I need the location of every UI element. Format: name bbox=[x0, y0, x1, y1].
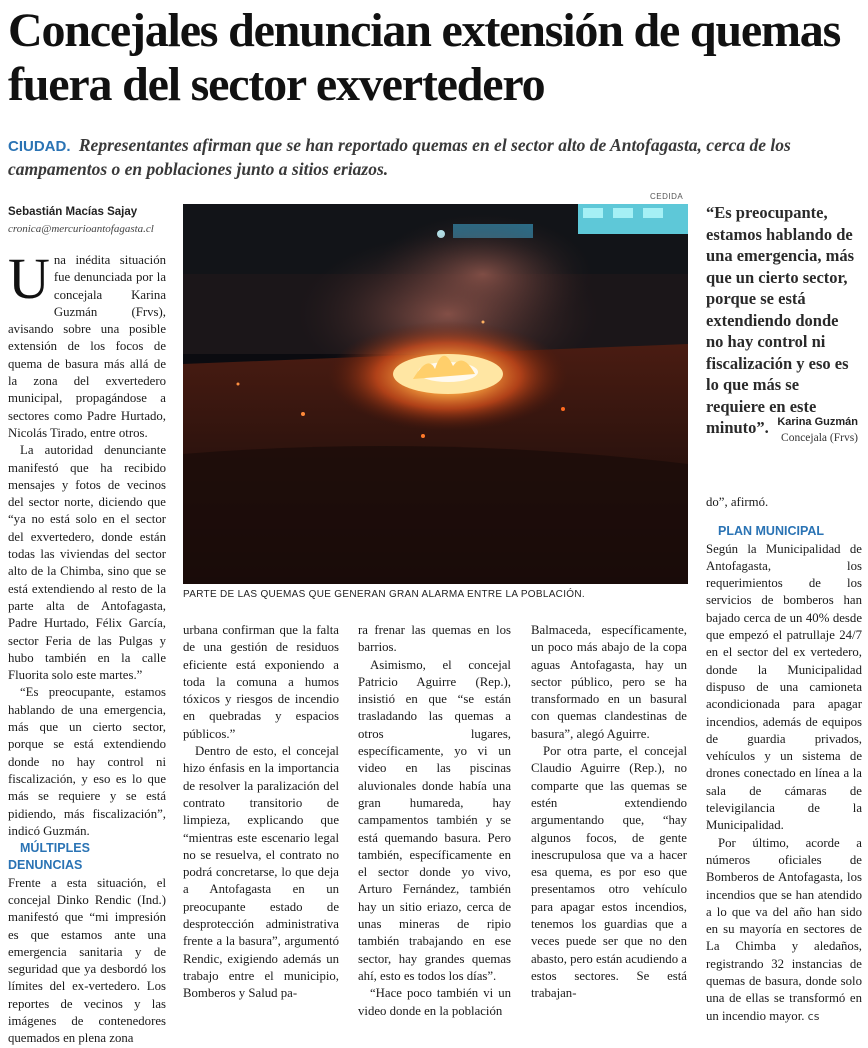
byline-email: cronica@mercurioantofagasta.cl bbox=[8, 223, 154, 235]
paragraph: do”, afirmó. bbox=[706, 495, 769, 509]
headline: Concejales denuncian extensión de quemas fuera del sector exvertedero bbox=[8, 4, 841, 111]
byline-author: Sebastián Macías Sajay bbox=[8, 206, 138, 218]
paragraph: Asimismo, el concejal Patricio Aguirre (Rep.), insistió en que “se están trasladando las quemas a otros lugares, específicamente, yo vi un video en las piscinas aluvionales donde había una gran humareda, hay campamentos también y se está quemando basura. Pero también, específicamente en el sector donde yo vivo, Arturo Fernández, también hay un sitio eriazo, cerca de unas mineras de ripio también trabajando en ese sector, hay grandes quemas ahí, esto es todos los días”. bbox=[358, 657, 511, 983]
paragraph: La autoridad denunciante manifestó que ha recibido mensajes y fotos de vecinos del sector norte, diciendo que “ya no está solo en el sector del exvertedero, donde están todas las viviendas del sector alto de la Chimba, sino que se está extendiendo al resto de la parte alta de Antofagasta, Padre Hurtado, Félix García, sector Feria de las Pulgas y hubo también en la calle Fluorita solo este martes.” bbox=[8, 443, 166, 683]
section-label: CIUDAD. bbox=[8, 138, 71, 155]
paragraph: Una inédita situación fue denunciada por la concejala Karina Guzmán (Frvs), avisando sobre una posible extensión de los focos de quema de basura más allá de la zona del exvertedero municipal, propagándose a sectores como Padre Hurtado, Nicolás Tirado, entre otros. bbox=[8, 246, 166, 440]
paragraph: Balmaceda, específicamente, un poco más abajo de la copa aguas Antofagasta, hay un sector público, pero se ha transformado en un basural con quemas clandestinas de basura”, alegó Aguirre. bbox=[531, 623, 687, 741]
photo-credit: CEDIDA bbox=[650, 192, 684, 201]
article-column-5 bbox=[706, 494, 862, 1025]
paragraph: Por otra parte, el concejal Claudio Aguirre (Rep.), no comparte que las quemas se estén extendiendo argumentando que, “hay algunos focos, de gente inescrupulosa que va a hacer esa quema, es por eso que presentamos otro vehículo para apagar estos incendios, tenemos los guardias que a veces puede ser que no den abasto, pero están acudiendo a estos sectores. Se está trabajan- bbox=[531, 744, 687, 1001]
subhead-plan-municipal: PLAN MUNICIPAL bbox=[718, 524, 825, 539]
paragraph: Dentro de esto, el concejal hizo énfasis en la importancia de resolver la paralización del contrato transitorio de limpieza, explicando que “mientras este escenario legal no se resuelva, el contrato no podrá concretarse, lo que deja a Antofagasta en un preocupante estado de desprotección administrativa frente a la basura”, argumentó Rendic, exigiendo además un trabajo entre el municipio, Bomberos y Salud pa- bbox=[183, 744, 339, 1001]
paragraph: Frente a esta situación, el concejal Dinko Rendic (Ind.) manifestó que “mi impresión es que estamos ante una emergencia sanitaria y de seguridad que ya desbordó los límites del ex-vertedero. Los reportes de vecinos y las imágenes de contenedores quemados en plena zona bbox=[8, 875, 166, 1046]
pull-quote-role: Concejala (Frvs) bbox=[781, 432, 858, 444]
article-column-4 bbox=[531, 622, 687, 1003]
pull-quote-author: Karina Guzmán bbox=[777, 416, 858, 428]
dropcap: U bbox=[8, 246, 50, 311]
deck-text: Representantes afirman que se han reportado quemas en el sector alto de Antofagasta, cerca de los campamentos o en poblaciones junto a sitios eriazos. bbox=[8, 135, 791, 179]
article-column-2 bbox=[183, 622, 339, 1003]
paragraph: “Hace poco también vi un video donde en la población bbox=[358, 986, 511, 1018]
paragraph: “Es preocupante, estamos hablando de una emergencia, más que un cierto sector, porque se está extendiendo donde no hay control ni fiscalización, y eso es lo que más se requiere y se está pidiendo, más fiscalización”, indicó Guzmán. bbox=[8, 685, 166, 838]
paragraph: ra frenar las quemas en los barrios. bbox=[358, 623, 511, 655]
fire-photo-illustration bbox=[183, 204, 688, 584]
article-photo bbox=[183, 204, 688, 584]
paragraph: Por último, acorde a números oficiales de Bomberos de Antofagasta, los incendios que se han atendido a lo que va del año han sido en su mayoría en sectores de La Chimba y aledaños, registrando 32 instancias de quemas de basura, donde solo una de ellas se transformó en un incendio mayor. cs bbox=[706, 835, 862, 1023]
paragraph: Según la Municipalidad de Antofagasta, los requerimientos de los servicios de bomberos han bajado cerca de un 40% desde que empezó el patrullaje 24/7 en el sector del ex vertedero, donde la Municipalidad dispuso de una camioneta acondicionada para apagar incendios, además de equipos de guardia privados, vehículos y un sistema de drones conectado en línea a la sala de cámaras de televigilancia de la Municipalidad. bbox=[706, 541, 862, 833]
subhead-multiples-denuncias: MÚLTIPLES DENUNCIAS bbox=[8, 841, 90, 873]
pull-quote: “Es preocupante, estamos hablando de una emergencia, más que un cierto sector, porque se está extendiendo donde no hay control ni fiscalización y eso es lo que más se requiere en este minuto”. bbox=[706, 203, 855, 437]
article-column-1 bbox=[8, 246, 166, 1048]
photo-caption: PARTE DE LAS QUEMAS QUE GENERAN GRAN ALARMA ENTRE LA POBLACIÓN. bbox=[183, 589, 585, 600]
end-mark-icon: cs bbox=[807, 1009, 820, 1023]
article-column-3 bbox=[358, 622, 511, 1020]
deck bbox=[8, 134, 856, 181]
paragraph: urbana confirman que la falta de una gestión de residuos eficiente está exponiendo a toda la comuna a humos tóxicos y riesgos de incendio en quebradas y espacios públicos.” bbox=[183, 623, 339, 741]
